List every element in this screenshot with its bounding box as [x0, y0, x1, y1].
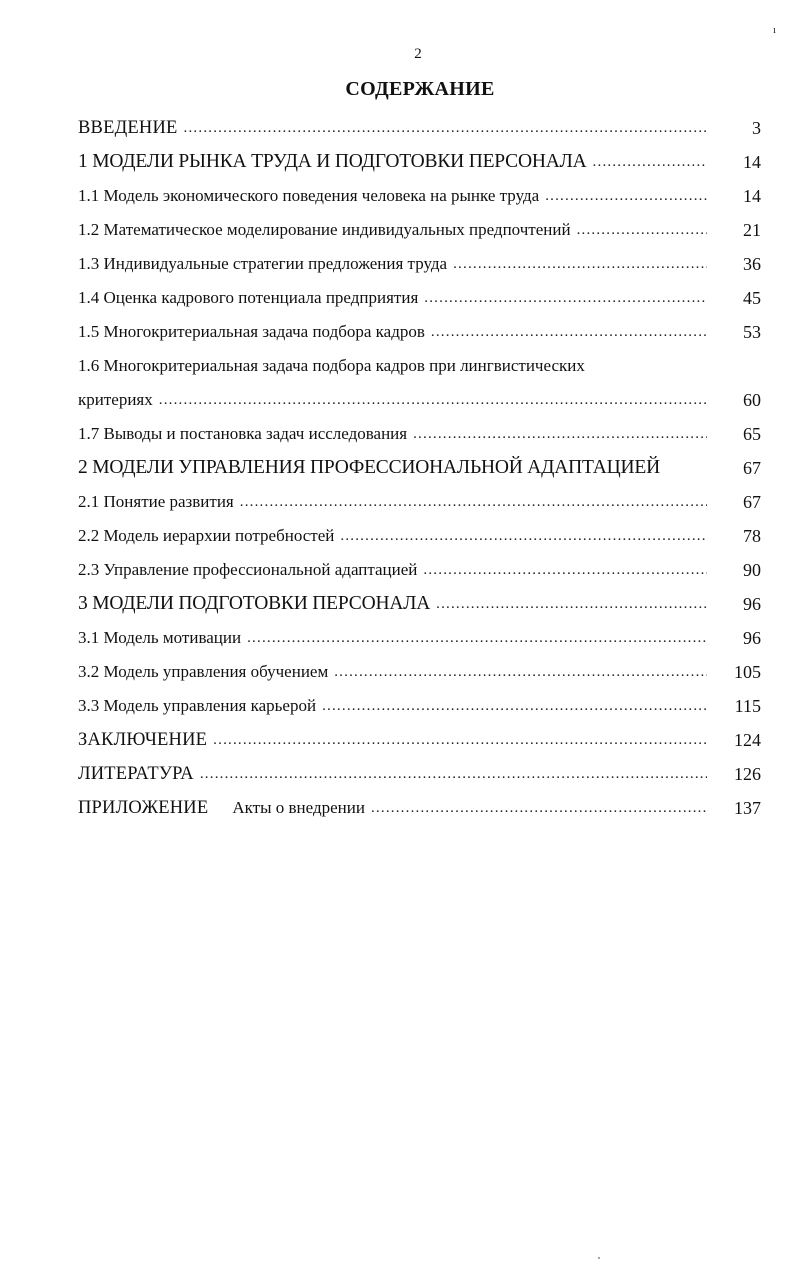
toc-entry-text: 1.4 Оценка кадрового потенциала предприятия [78, 288, 419, 307]
toc-entry-text: 2 МОДЕЛИ УПРАВЛЕНИЯ ПРОФЕССИОНАЛЬНОЙ АДАПТАЦИЕЙ [78, 457, 660, 478]
toc-entry-conclusion [78, 723, 761, 757]
toc-entry-section-1-1 [78, 179, 761, 213]
toc-entry-introduction [78, 111, 761, 145]
dot-leader [424, 290, 707, 307]
toc-entry-text: ПРИЛОЖЕНИЕ [78, 797, 209, 818]
toc-page-number: 53 [743, 321, 761, 342]
toc-entry-text: 1 МОДЕЛИ РЫНКА ТРУДА И ПОДГОТОВКИ ПЕРСОНАЛА [78, 151, 587, 172]
dot-leader [322, 698, 707, 715]
toc-entry-text: ЗАКЛЮЧЕНИЕ [78, 729, 208, 750]
toc-entry-text: ЛИТЕРАТУРА [78, 763, 194, 784]
dot-leader [577, 222, 707, 239]
dot-leader [340, 528, 707, 545]
toc-page-number: 65 [743, 423, 761, 444]
toc-page-number: 90 [743, 559, 761, 580]
dot-leader [184, 120, 707, 137]
toc-page-number: 14 [743, 151, 761, 172]
toc-page-number: 67 [743, 491, 761, 512]
toc-title: СОДЕРЖАНИЕ [345, 78, 495, 100]
toc-entry-text: 2.3 Управление профессиональной адаптацией [78, 560, 418, 579]
scan-corner-mark: ı [773, 24, 777, 36]
toc-page-number: 60 [743, 389, 761, 410]
toc-entry-text: ВВЕДЕНИЕ [78, 117, 178, 138]
toc-entry-section-1-3 [78, 247, 761, 281]
scan-speck [598, 1257, 600, 1259]
toc-page-number: 14 [743, 185, 761, 206]
toc-entry-literature [78, 757, 761, 791]
dot-leader [453, 256, 707, 273]
dot-leader [413, 426, 707, 443]
toc-entry-appendix [78, 791, 761, 825]
toc-page-number: 78 [743, 525, 761, 546]
dot-leader [431, 324, 707, 341]
dot-leader [334, 664, 707, 681]
toc-entry-text: 1.3 Индивидуальные стратегии предложения труда [78, 254, 448, 273]
dot-leader [593, 154, 707, 171]
toc-entry-section-2-3 [78, 553, 761, 587]
toc-page-number: 3 [752, 117, 761, 138]
table-of-contents [78, 111, 761, 825]
toc-entry-chapter-3 [78, 587, 761, 621]
dot-leader [436, 596, 707, 613]
toc-entry-section-2-2 [78, 519, 761, 553]
toc-entry-chapter-1 [78, 145, 761, 179]
toc-entry-subtext [208, 798, 365, 818]
toc-entry-section-1-7 [78, 417, 761, 451]
toc-entry-text: 1.7 Выводы и постановка задач исследования [78, 424, 408, 443]
toc-entry-section-3-3 [78, 689, 761, 723]
toc-entry-text: 3 МОДЕЛИ ПОДГОТОВКИ ПЕРСОНАЛА [78, 593, 431, 614]
toc-entry-text: 3.1 Модель мотивации [78, 628, 242, 647]
toc-page-number: 36 [743, 253, 761, 274]
toc-entry-section-1-4 [78, 281, 761, 315]
dot-leader [240, 494, 707, 511]
toc-entry-text: 3.2 Модель управления обучением [78, 662, 329, 681]
dot-leader [159, 392, 707, 409]
toc-entry-continuation: критериях [78, 390, 153, 409]
toc-page-number: 96 [743, 627, 761, 648]
toc-entry-text: 1.6 Многокритериальная задача подбора кадров при лингвистических [78, 356, 585, 375]
toc-page-number: 105 [734, 661, 761, 682]
dot-leader [200, 766, 707, 783]
toc-page-number: 21 [743, 219, 761, 240]
toc-page-number: 126 [734, 763, 761, 784]
toc-entry-chapter-2 [78, 451, 761, 485]
toc-entry-section-1-2 [78, 213, 761, 247]
toc-entry-text: 2.1 Понятие развития [78, 492, 234, 511]
toc-entry-section-1-6-line-1 [78, 349, 761, 383]
toc-page-number: 45 [743, 287, 761, 308]
toc-entry-section-1-6-line-2 [78, 383, 761, 417]
dot-leader [213, 732, 707, 749]
toc-entry-text: 2.2 Модель иерархии потребностей [78, 526, 335, 545]
dot-leader [423, 562, 707, 579]
page-number: 2 [414, 46, 422, 62]
dot-leader [371, 800, 707, 817]
toc-page-number: 67 [743, 457, 761, 478]
toc-page-number: 137 [734, 797, 761, 818]
toc-page-number: 124 [734, 729, 761, 750]
toc-entry-section-1-5 [78, 315, 761, 349]
toc-entry-text: 1.5 Многокритериальная задача подбора кадров [78, 322, 425, 341]
toc-entry-text: 3.3 Модель управления карьерой [78, 696, 317, 715]
toc-entry-section-2-1 [78, 485, 761, 519]
toc-entry-section-3-2 [78, 655, 761, 689]
toc-entry-section-3-1 [78, 621, 761, 655]
toc-entry-subtext-label: Акты о внедрении [232, 798, 365, 817]
toc-entry-text: 1.1 Модель экономического поведения человека на рынке труда [78, 186, 540, 205]
toc-entry-text: 1.2 Математическое моделирование индивидуальных предпочтений [78, 220, 571, 239]
toc-page-number: 96 [743, 593, 761, 614]
dot-leader [247, 630, 707, 647]
dot-leader [545, 188, 707, 205]
toc-page-number: 115 [734, 695, 761, 716]
